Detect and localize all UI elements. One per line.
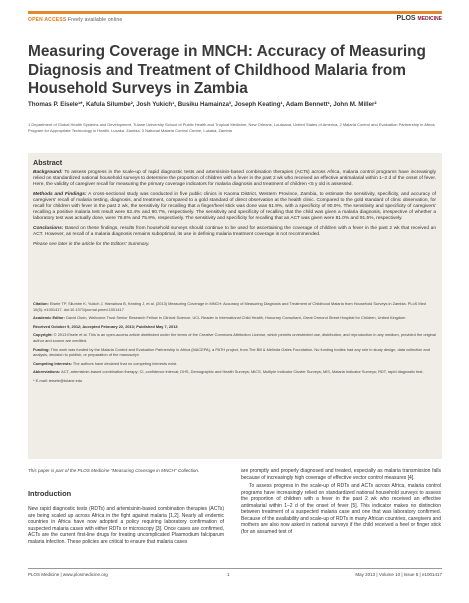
journal-logo <box>397 15 442 22</box>
copyright-label: Copyright: <box>33 332 53 338</box>
corresponding-email[interactable]: * E-mail: teisele@tulane.edu <box>33 377 83 383</box>
article-metadata <box>33 301 437 387</box>
competing-interests <box>33 361 437 367</box>
footer-journal[interactable]: PLOS Medicine | www.plosmedicine.org <box>28 572 108 577</box>
abstract-background <box>33 170 436 188</box>
abstract-body <box>33 170 436 253</box>
collection-note: This paper is part of the PLOS Medicine "Measuring Coverage in MNCH" Collection. <box>28 468 200 473</box>
copyright <box>33 332 437 343</box>
citation <box>33 301 437 312</box>
abbrev-label: Abbreviations: <box>33 369 61 375</box>
body-right-column <box>241 468 441 537</box>
footer-rule <box>28 568 442 569</box>
abstract-conclusions <box>33 226 436 238</box>
copyright-text: © 2013 Eisele et al. This is an open-access article distributed under the terms of the Creative Commons Attribution License, which permits unrestricted use, distribution, and reproduction in any medium, provided the original author and source are credited. <box>33 332 436 343</box>
funding <box>33 347 437 358</box>
introduction-heading: Introduction <box>28 489 72 498</box>
editor-label: Academic Editor: <box>33 315 65 321</box>
abbrev-text: ACT, artemisinin-based combination therapy; CI, confidence interval; DHS, Demographic and Health Surveys; MICS, Multiple Indicator Cluster Surveys; MIS, Malaria Indicator Surveys; RDT, rapid diagnostic test. <box>60 369 424 375</box>
background-text: To assess progress in the scale-up of rapid diagnostic tests and artemisinin-based combination therapies (ACTs) across Africa, malaria control programs have increasingly relied on standardized national household surveys to determine the proportion of children with a fever in the past 2 wk who received an effective antimalarial within 1–2 d of the onset of fever. Here, the validity of caregiver recall for measuring the primary coverage indicators for malaria diagnosis and treatment of children <5 y old is assessed. <box>33 170 436 188</box>
journal-subtitle: MEDICINE <box>417 16 442 22</box>
page-number: 1 <box>227 572 230 577</box>
editors-summary-note <box>33 242 436 248</box>
funding-label: Funding: <box>33 346 50 352</box>
editor-text: David Osrin, Wellcome Trust Senior Research Fellow in Clinical Science, UCL Reader in International Child Health, Honorary Consultant, Great Ormond Street Hospital for Children, United Kingdom <box>65 315 406 321</box>
citation-text: Eisele TP, Silumbe K, Yukich J, Hamainza B, Keating J, et al. (2013) Measuring Coverage in MNCH: Accuracy of Measuring Diagnosis and Treatment of Childhood Malaria from Household Surveys in Zambia. PLoS Med 10(5): e1001417. doi:10.1371/journal.pmed.1001417 <box>33 301 426 312</box>
footer-issue: May 2013 | Volume 10 | Issue 5 | e1001417 <box>355 572 442 577</box>
abstract-heading: Abstract <box>33 158 63 167</box>
funding-text: This work was funded by the Malaria Control and Evaluation Partnership in Africa (MACEPA), a PATH project, from The Bill & Melinda Gates Foundation. No funding bodies had any role in study design, data collection and analysis, decision to publish, or preparation of the manuscript. <box>33 346 430 358</box>
received-dates <box>33 324 437 330</box>
competing-label: Competing Interests: <box>33 360 72 366</box>
introduction-text: New rapid diagnostic tests (RDTs) and artemisinin-based combination therapies (ACTs) are being scaled up across Africa in the fight against malaria [1,2]. Nearly all endemic countries in Africa have now adopted a policy requiring laboratory confirmation of suspected malaria cases with either RDTs or microscopy [3]. Once cases are confirmed, ACTs are the current first-line drugs for treating uncomplicated Plasmodium falciparum malaria infection. These policies are critical to ensure that malaria cases <box>28 506 224 545</box>
body-paragraph: To assess progress in the scale-up of RDTs and ACTs across Africa, malaria control programs have increasingly relied on standardized national household surveys to assess the proportion of children with a fever in the past 2 wk who received an effective antimalarial within 1–2 d of the onset of fever [5]. This indicator makes no distinction between treatment of a suspected malaria case and one that was laboratory confirmed. Because of the availability and scale-up of RDTs in many African countries, caregivers and mothers are also now asked in national surveys if the child received a heel or finger stick (for an assumed test of <box>241 483 441 535</box>
journal-brand: PLOS <box>396 15 416 22</box>
article-title: Measuring Coverage in MNCH: Accuracy of Measuring Diagnosis and Treatment of Childhood Malaria from Household Surveys in Zambia <box>28 43 426 97</box>
background-label: Background: <box>33 170 63 175</box>
abstract-methods <box>33 192 436 222</box>
conclusions-text: Based on these findings, results from household surveys should continue to be used for ascertaining the coverage of children with a fever in the past 2 wk that received an ACT. However, as recall of a malaria diagnosis remains suboptimal, its use in defining malaria treatment coverage is not recommended. <box>33 226 436 238</box>
open-access-badge[interactable] <box>28 17 122 23</box>
body-left-column <box>28 468 224 545</box>
conclusions-label: Conclusions: <box>33 226 64 232</box>
author-list: Thomas P. Eisele¹*, Kafula Silumbe², Josh Yukich¹, Busiku Hamainza³, Joseph Keating¹, Adam Bennett¹, John M. Miller² <box>28 101 377 108</box>
received-text: Received October 9, 2012; Accepted February 22, 2013; Published May 7, 2013 <box>33 323 178 329</box>
methods-label: Methods and Findings: <box>33 192 87 198</box>
header-rule <box>28 11 442 14</box>
editors-summary-text: Please see later in the article for the Editors' Summary. <box>33 242 150 248</box>
affiliations: 1 Department of Global Health Systems and Development, Tulane University School of Public Health and Tropical Medicine, New Orleans, Louisiana, United States of America, 2 Malaria Control and Evaluation Partnership in Africa, Program for Appropriate Technology in Health, Lusaka, Zambia, 3 National Malaria Control Centre, Lusaka, Zambia <box>28 122 436 134</box>
competing-text: The authors have declared that no competing interests exist. <box>71 360 178 366</box>
abbreviations <box>33 369 437 375</box>
freely-available-label: Freely available online <box>68 17 123 23</box>
body-paragraph: are promptly and properly diagnosed and treated, especially as malaria transmission falls because of increasingly high coverage of effective vector control measures [4]. <box>241 468 441 481</box>
methods-text: A cross-sectional study was conducted in five public clinics in Kaoma District, Western Province, Zambia, to estimate the sensitivity, specificity, and accuracy of caregivers' recall of malaria testing, diagnosis, and treatment, compared to a gold standard of direct observation at the health clinic. Compared to the gold standard of clinic observation, for recall for children with fever in the past 2 wk, the sensitivity for recalling that a finger/heel stick was done was 61.9%, with a specificity of 90.0%. The sensitivity and specificity of caregivers' recalling a positive malaria test result were 62.4% and 90.7%, respectively. The sensitivity and specificity of recalling that the child was given a malaria diagnosis, irrespective of whether a laboratory test was actually done, were 76.8% and 75.9%, respectively. The sensitivity and specificity for recalling that an ACT was given were 81.0% and 91.5%, respectively. <box>33 192 436 222</box>
open-access-label: OPEN ACCESS <box>28 17 67 23</box>
academic-editor <box>33 315 437 321</box>
citation-label: Citation: <box>33 301 49 306</box>
